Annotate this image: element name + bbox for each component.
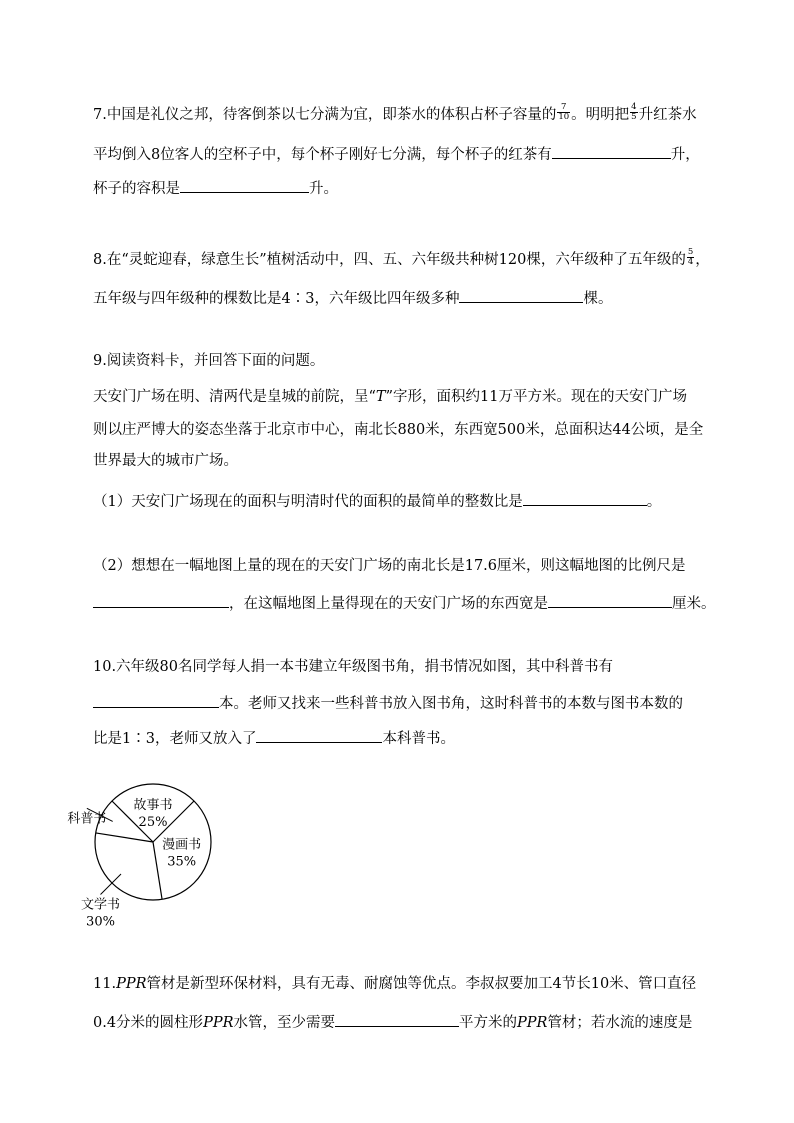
q8-line-2	[93, 287, 612, 309]
pie-label-2-value: 30%	[86, 914, 115, 930]
pie-label-2-name: 文学书	[80, 897, 121, 913]
q11-text: 管材；若水流的速度是	[547, 1015, 693, 1031]
pie-label-4-value: 25%	[138, 814, 168, 830]
q7-text: 升，	[670, 147, 700, 163]
answer-blank-q11[interactable]	[335, 1011, 459, 1027]
answer-blank-q7-2[interactable]	[180, 177, 309, 193]
q10-line-3	[93, 727, 455, 749]
q11-text: 水管，至少需要	[233, 1015, 335, 1031]
q8-line-1	[93, 246, 710, 270]
q7-text: 平均倒入8位客人的空杯子中，每个杯子刚好七分满，每个杯子的红茶有	[93, 147, 552, 163]
q9-sub-2-line-2	[93, 592, 716, 614]
q7-line-3	[93, 177, 338, 199]
q10-text: 比是1∶3，老师又放入了	[93, 731, 257, 747]
q11-text: 0.4分米的圆柱形	[93, 1015, 204, 1031]
q7-line-1	[93, 101, 697, 125]
pie-label-3-name: 科普书	[67, 811, 107, 827]
q11-text-ppr: PPR	[517, 1015, 548, 1031]
fraction-5-4: $\frac{5}{4}$	[687, 246, 694, 267]
q9-text: ，在这幅地图上量得现在的天安门广场的东西宽是	[229, 596, 548, 612]
q9-text-t: T	[375, 389, 386, 405]
q10-text: 本科普书。	[382, 731, 455, 747]
pie-label-1-value: 35%	[167, 854, 197, 870]
q8-text: 棵。	[583, 291, 613, 307]
q11-text-ppr: PPR	[116, 976, 147, 992]
q8-text: 8.在“灵蛇迎春，绿意生长”植树活动中，四、五、六年级共种树120棵，六年级种了五年级的	[93, 252, 686, 268]
answer-blank-q9-3[interactable]	[548, 592, 672, 608]
q9-text: （1）天安门广场现在的面积与明清时代的面积的最简单的整数比是	[93, 494, 523, 510]
q11-text: 管材是新型环保材料，具有无毒、耐腐蚀等优点。李叔叔要加工4节长10米、管口直径	[146, 976, 697, 992]
answer-blank-q10-2[interactable]	[256, 727, 382, 743]
answer-blank-q8[interactable]	[459, 287, 583, 303]
q7-text: 杯子的容积是	[93, 181, 180, 197]
q7-line-2	[93, 143, 700, 165]
fraction-7-10: $\frac{7}{10}$	[558, 101, 570, 122]
q9-title: 9.阅读资料卡，并回答下面的问题。	[93, 353, 325, 369]
answer-blank-q7-1[interactable]	[552, 143, 671, 159]
q11-text: 平方米的	[459, 1015, 517, 1031]
q10-text: 本。老师又找来一些科普书放入图书角，这时科普书的本数与图书本数的	[219, 696, 683, 712]
answer-blank-q9-1[interactable]	[523, 490, 647, 506]
answer-blank-q9-2[interactable]	[93, 592, 229, 608]
q11-text-ppr: PPR	[203, 1015, 234, 1031]
q8-text: ，	[695, 252, 710, 268]
q8-text: 五年级与四年级种的棵数比是4∶3，六年级比四年级多种	[93, 291, 460, 307]
q10-line-1: 10.六年级80名同学每人捐一本书建立年级图书角，捐书情况如图，其中科普书有	[93, 659, 614, 675]
q9-text: 厘米。	[672, 596, 716, 612]
q7-text: 升红茶水	[638, 107, 697, 123]
book-donation-pie-chart	[67, 775, 305, 935]
q9-sub-1	[93, 490, 661, 512]
q9-passage-line-1	[93, 387, 687, 407]
answer-blank-q10-1[interactable]	[93, 692, 219, 708]
q9-passage-line-2: 则以庄严博大的姿态坐落于北京市中心，南北长880米，东西宽500米，总面积达44公顷，是全	[93, 422, 704, 438]
q9-text: 天安门广场在明、清两代是皇城的前院，呈“	[93, 389, 376, 405]
q9-passage-line-3: 世界最大的城市广场。	[93, 453, 238, 469]
q9-text: ”字形，面积约11万平方米。现在的天安门广场	[385, 389, 687, 405]
pie-label-1-name: 漫画书	[162, 837, 202, 853]
q7-text: 升。	[309, 181, 338, 197]
q11-line-2	[93, 1011, 692, 1033]
q11-text: 11.	[93, 976, 117, 992]
q9-sub-2-line-1: （2）想想在一幅地图上量的现在的天安门广场的南北长是17.6厘米，则这幅地图的比例尺是	[93, 558, 686, 574]
q10-line-2	[93, 692, 683, 714]
pie-label-4-name: 故事书	[133, 797, 173, 813]
q11-line-1	[93, 974, 696, 994]
q9-text: 。	[646, 494, 662, 510]
fraction-4-5: $\frac{4}{5}$	[631, 101, 637, 122]
q7-text: 7.中国是礼仪之邦，待客倒茶以七分满为宜，即茶水的体积占杯子容量的	[93, 107, 557, 123]
q7-text: 。明明把	[571, 107, 630, 123]
